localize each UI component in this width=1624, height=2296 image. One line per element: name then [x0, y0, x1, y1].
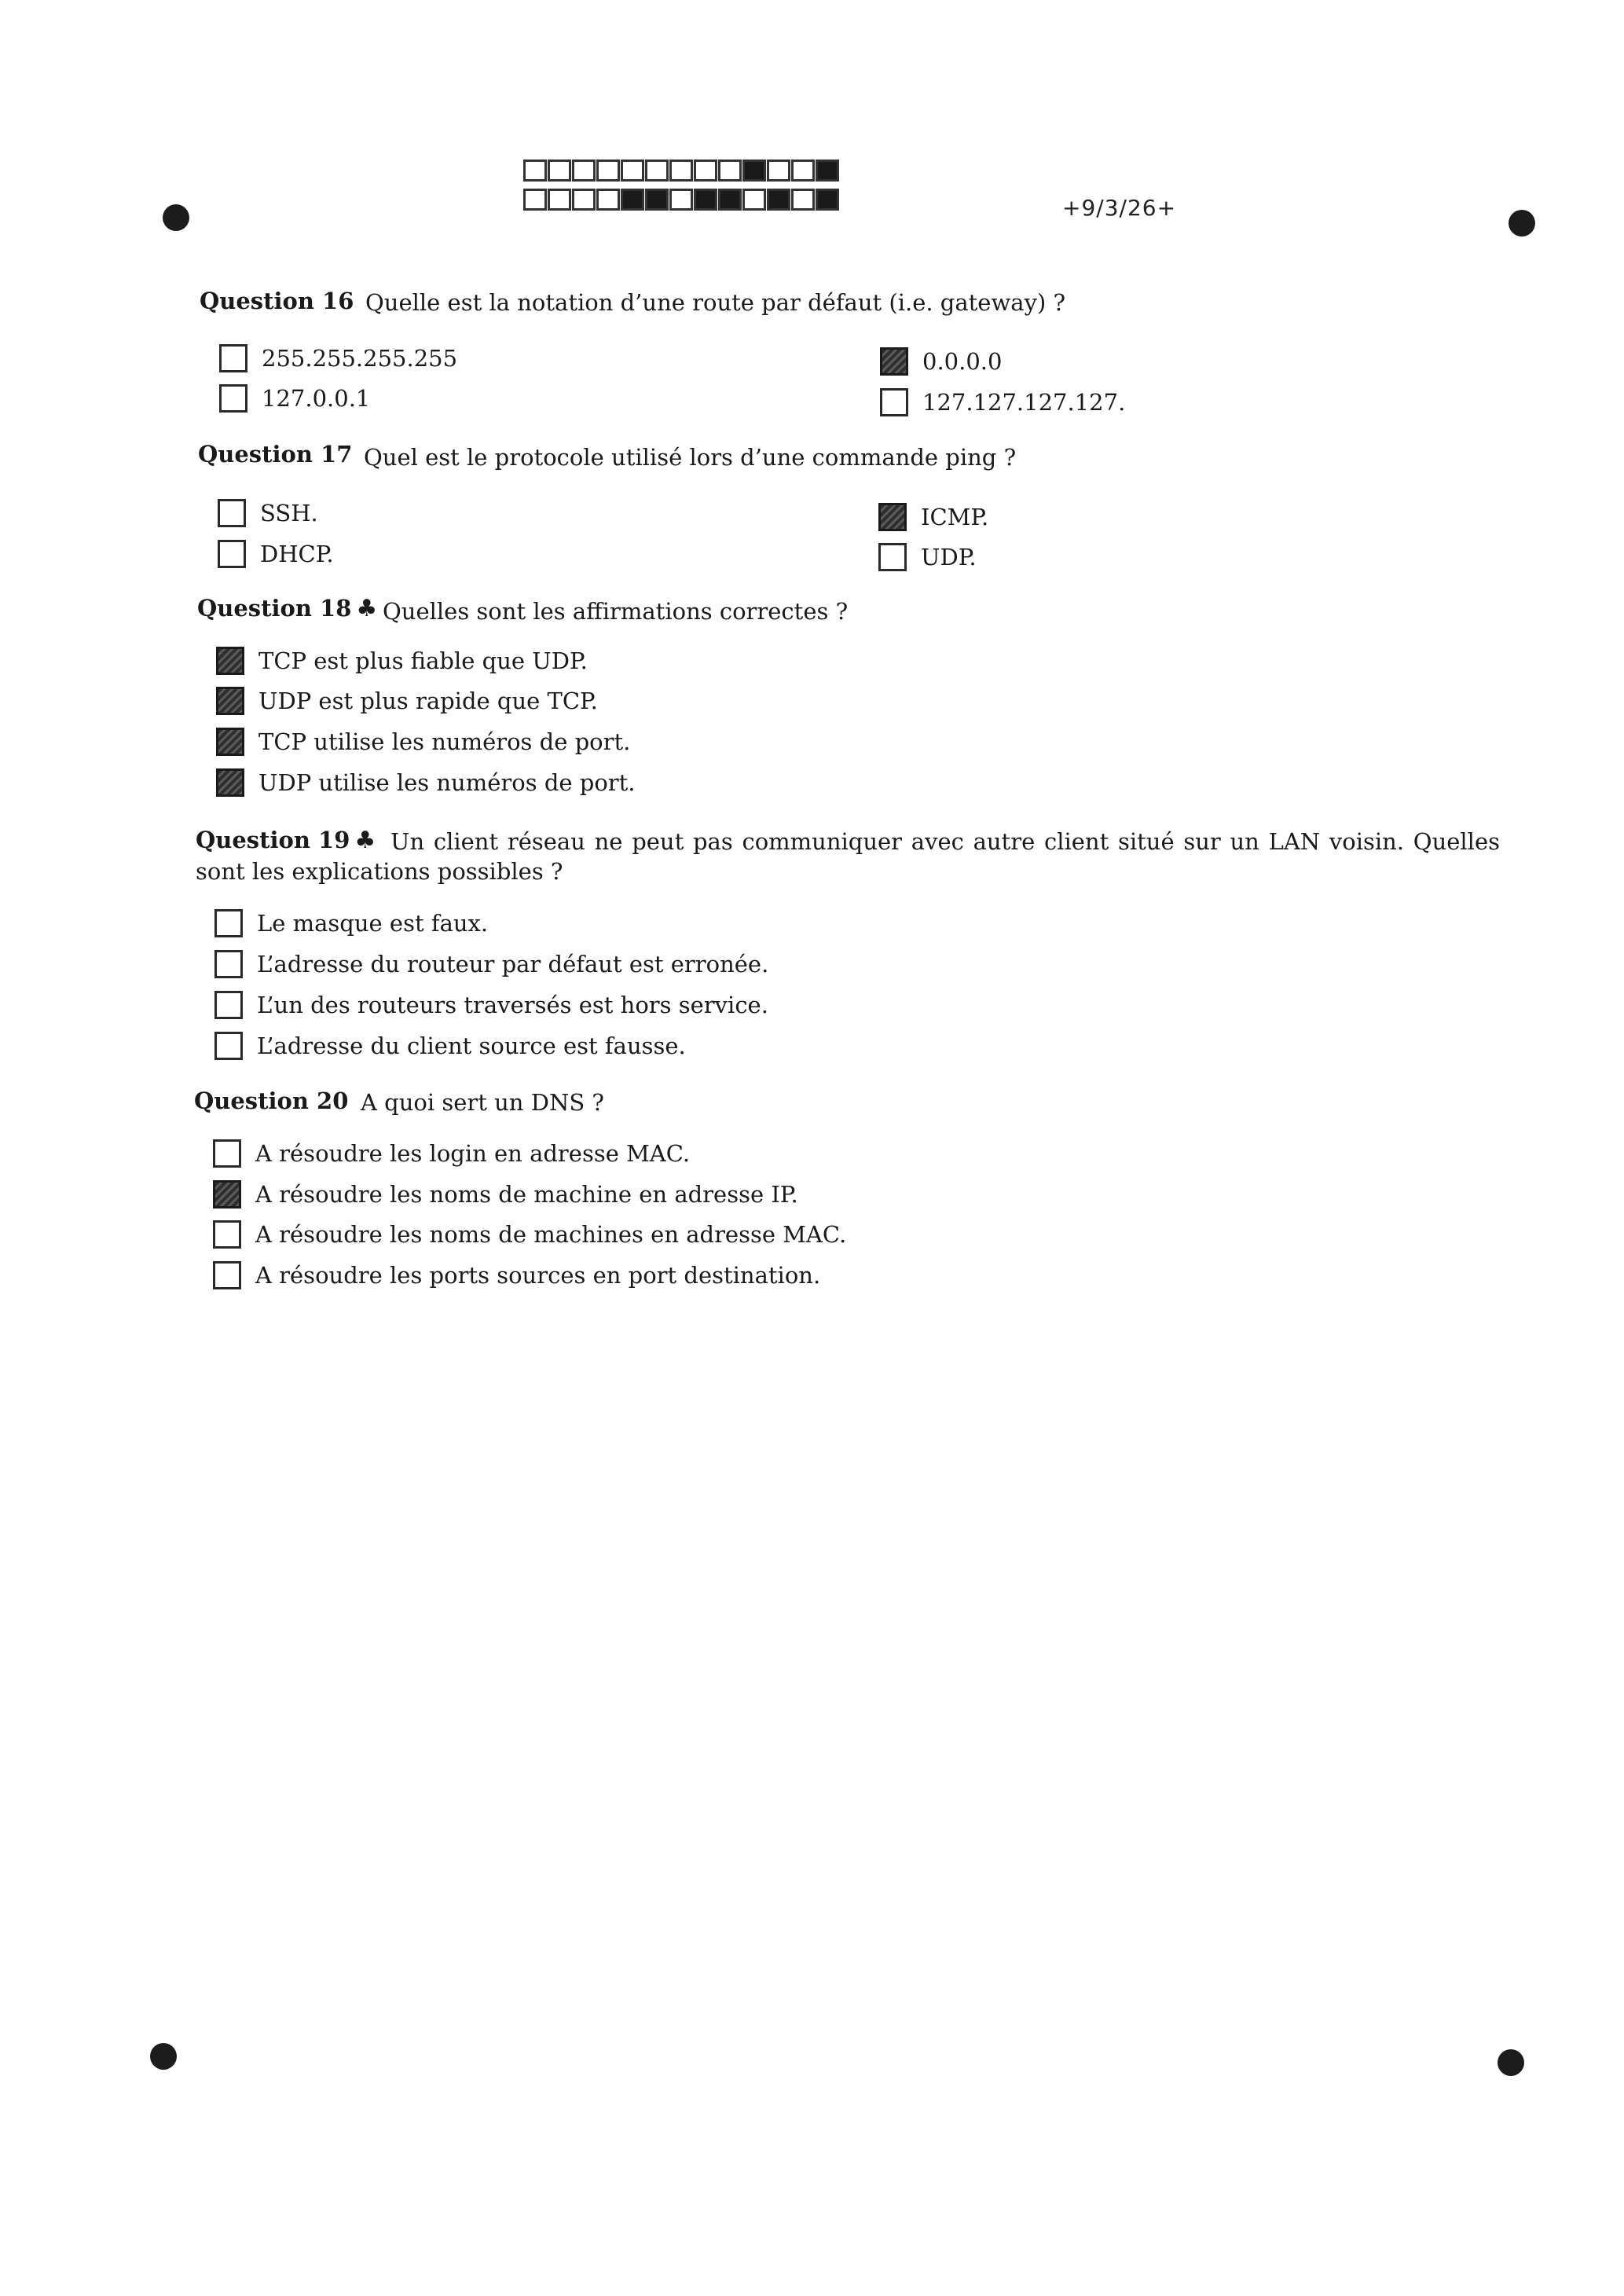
registration-mark-top-left — [163, 204, 189, 231]
answer-label: SSH. — [260, 500, 318, 526]
answer-option[interactable] — [878, 543, 977, 571]
barcode-cell — [621, 160, 644, 182]
question-text — [196, 827, 1500, 886]
answer-option[interactable] — [218, 499, 318, 527]
answer-option[interactable] — [216, 768, 636, 797]
answer-checkbox[interactable] — [216, 647, 244, 675]
answer-option[interactable] — [219, 384, 370, 413]
barcode-cell — [694, 160, 717, 182]
answer-option[interactable] — [216, 687, 598, 715]
question-text: A quoi sert un DNS ? — [361, 1089, 604, 1116]
answer-checkbox[interactable] — [214, 1032, 243, 1060]
registration-mark-bottom-left — [150, 2043, 177, 2070]
answer-checkbox[interactable] — [218, 540, 246, 568]
barcode-cell — [548, 189, 571, 211]
question-label: Question 17 — [198, 441, 353, 468]
question-header — [197, 595, 377, 622]
barcode-cell — [572, 189, 596, 211]
answer-label: A résoudre les noms de machines en adresse MAC. — [255, 1221, 847, 1248]
answer-checkbox[interactable] — [219, 344, 247, 372]
answer-label: DHCP. — [260, 541, 334, 567]
answer-checkbox[interactable] — [878, 503, 907, 531]
question-text: Quelles sont les affirmations correctes ? — [383, 598, 849, 625]
barcode-cell — [718, 189, 742, 211]
answer-option[interactable] — [878, 503, 988, 531]
barcode-cell — [645, 160, 669, 182]
barcode-cell — [718, 160, 742, 182]
barcode-cell — [669, 189, 693, 211]
answer-label: L’adresse du routeur par défaut est erronée. — [257, 951, 769, 977]
barcode-cell — [767, 189, 790, 211]
answer-option[interactable] — [219, 344, 457, 372]
registration-mark-bottom-right — [1498, 2049, 1524, 2076]
barcode-cell — [694, 189, 717, 211]
answer-option[interactable] — [213, 1220, 846, 1249]
answer-checkbox[interactable] — [880, 347, 908, 376]
answer-label: 255.255.255.255 — [262, 345, 458, 372]
answer-label: ICMP. — [921, 504, 989, 530]
answer-option[interactable] — [214, 991, 768, 1019]
answer-label: UDP est plus rapide que TCP. — [258, 688, 598, 714]
answer-label: A résoudre les noms de machine en adresse IP. — [255, 1181, 798, 1208]
barcode-cell — [816, 189, 839, 211]
multiple-answer-club-icon: ♣ — [356, 595, 378, 622]
answer-option[interactable] — [213, 1139, 690, 1168]
barcode-cell — [621, 189, 644, 211]
answer-checkbox[interactable] — [216, 687, 244, 715]
barcode-cell — [742, 189, 766, 211]
answer-label: Le masque est faux. — [257, 910, 489, 937]
question-label: Question 16 — [200, 288, 354, 314]
multiple-answer-club-icon: ♣ — [354, 827, 376, 854]
barcode-cell — [523, 189, 547, 211]
answer-checkbox[interactable] — [216, 768, 244, 797]
barcode-cell — [596, 189, 620, 211]
answer-option[interactable] — [213, 1180, 798, 1209]
answer-checkbox[interactable] — [214, 909, 243, 937]
answer-checkbox[interactable] — [218, 499, 246, 527]
barcode-cell — [596, 160, 620, 182]
question-text: Quel est le protocole utilisé lors d’une commande ping ? — [364, 444, 1017, 471]
question-label: Question 18 — [197, 595, 352, 622]
answer-checkbox[interactable] — [216, 728, 244, 756]
barcode-cell — [645, 189, 669, 211]
answer-checkbox[interactable] — [878, 543, 907, 571]
question-header — [194, 1087, 348, 1114]
answer-option[interactable] — [214, 909, 488, 937]
answer-label: A résoudre les login en adresse MAC. — [255, 1140, 691, 1167]
barcode-cell — [816, 160, 839, 182]
barcode-cell — [791, 160, 815, 182]
answer-checkbox[interactable] — [213, 1139, 241, 1168]
question-header — [200, 288, 354, 314]
answer-checkbox[interactable] — [880, 388, 908, 416]
answer-label: 127.0.0.1 — [262, 385, 371, 412]
answer-label: UDP utilise les numéros de port. — [258, 769, 636, 796]
answer-option[interactable] — [214, 1032, 686, 1060]
answer-checkbox[interactable] — [214, 991, 243, 1019]
barcode-cell — [767, 160, 790, 182]
page-identifier: +9/3/26+ — [1062, 195, 1177, 221]
answer-checkbox[interactable] — [213, 1261, 241, 1289]
answer-checkbox[interactable] — [214, 950, 243, 978]
answer-option[interactable] — [880, 347, 1002, 376]
answer-checkbox[interactable] — [219, 384, 247, 413]
answer-checkbox[interactable] — [213, 1180, 241, 1209]
page-barcode-row-1 — [523, 160, 840, 182]
answer-option[interactable] — [216, 728, 630, 756]
question-header — [198, 441, 352, 468]
answer-option[interactable] — [218, 540, 334, 568]
answer-label: L’adresse du client source est fausse. — [257, 1032, 686, 1059]
answer-label: 0.0.0.0 — [922, 348, 1003, 375]
question-label: Question 20 — [194, 1087, 349, 1114]
answer-label: L’un des routeurs traversés est hors service. — [257, 992, 768, 1018]
barcode-cell — [572, 160, 596, 182]
page-barcode-row-2 — [523, 189, 840, 211]
question-label: Question 19 — [196, 827, 350, 853]
question-text-content: Un client réseau ne peut pas communiquer avec autre client situé sur un LAN voisin. Quelles sont les explications possibles ? — [196, 828, 1500, 885]
answer-option[interactable] — [216, 647, 588, 675]
answer-option[interactable] — [213, 1261, 820, 1289]
barcode-cell — [548, 160, 571, 182]
barcode-cell — [742, 160, 766, 182]
answer-label: 127.127.127.127. — [922, 389, 1126, 416]
barcode-cell — [523, 160, 547, 182]
barcode-cell — [791, 189, 815, 211]
answer-label: UDP. — [921, 544, 977, 570]
barcode-cell — [669, 160, 693, 182]
answer-label: TCP utilise les numéros de port. — [258, 728, 631, 755]
answer-option[interactable] — [880, 388, 1125, 416]
question-text: Quelle est la notation d’une route par défaut (i.e. gateway) ? — [365, 289, 1066, 316]
registration-mark-top-right — [1509, 210, 1535, 237]
answer-label: A résoudre les ports sources en port destination. — [255, 1262, 821, 1289]
answer-label: TCP est plus fiable que UDP. — [258, 647, 588, 674]
answer-option[interactable] — [214, 950, 768, 978]
answer-checkbox[interactable] — [213, 1220, 241, 1249]
